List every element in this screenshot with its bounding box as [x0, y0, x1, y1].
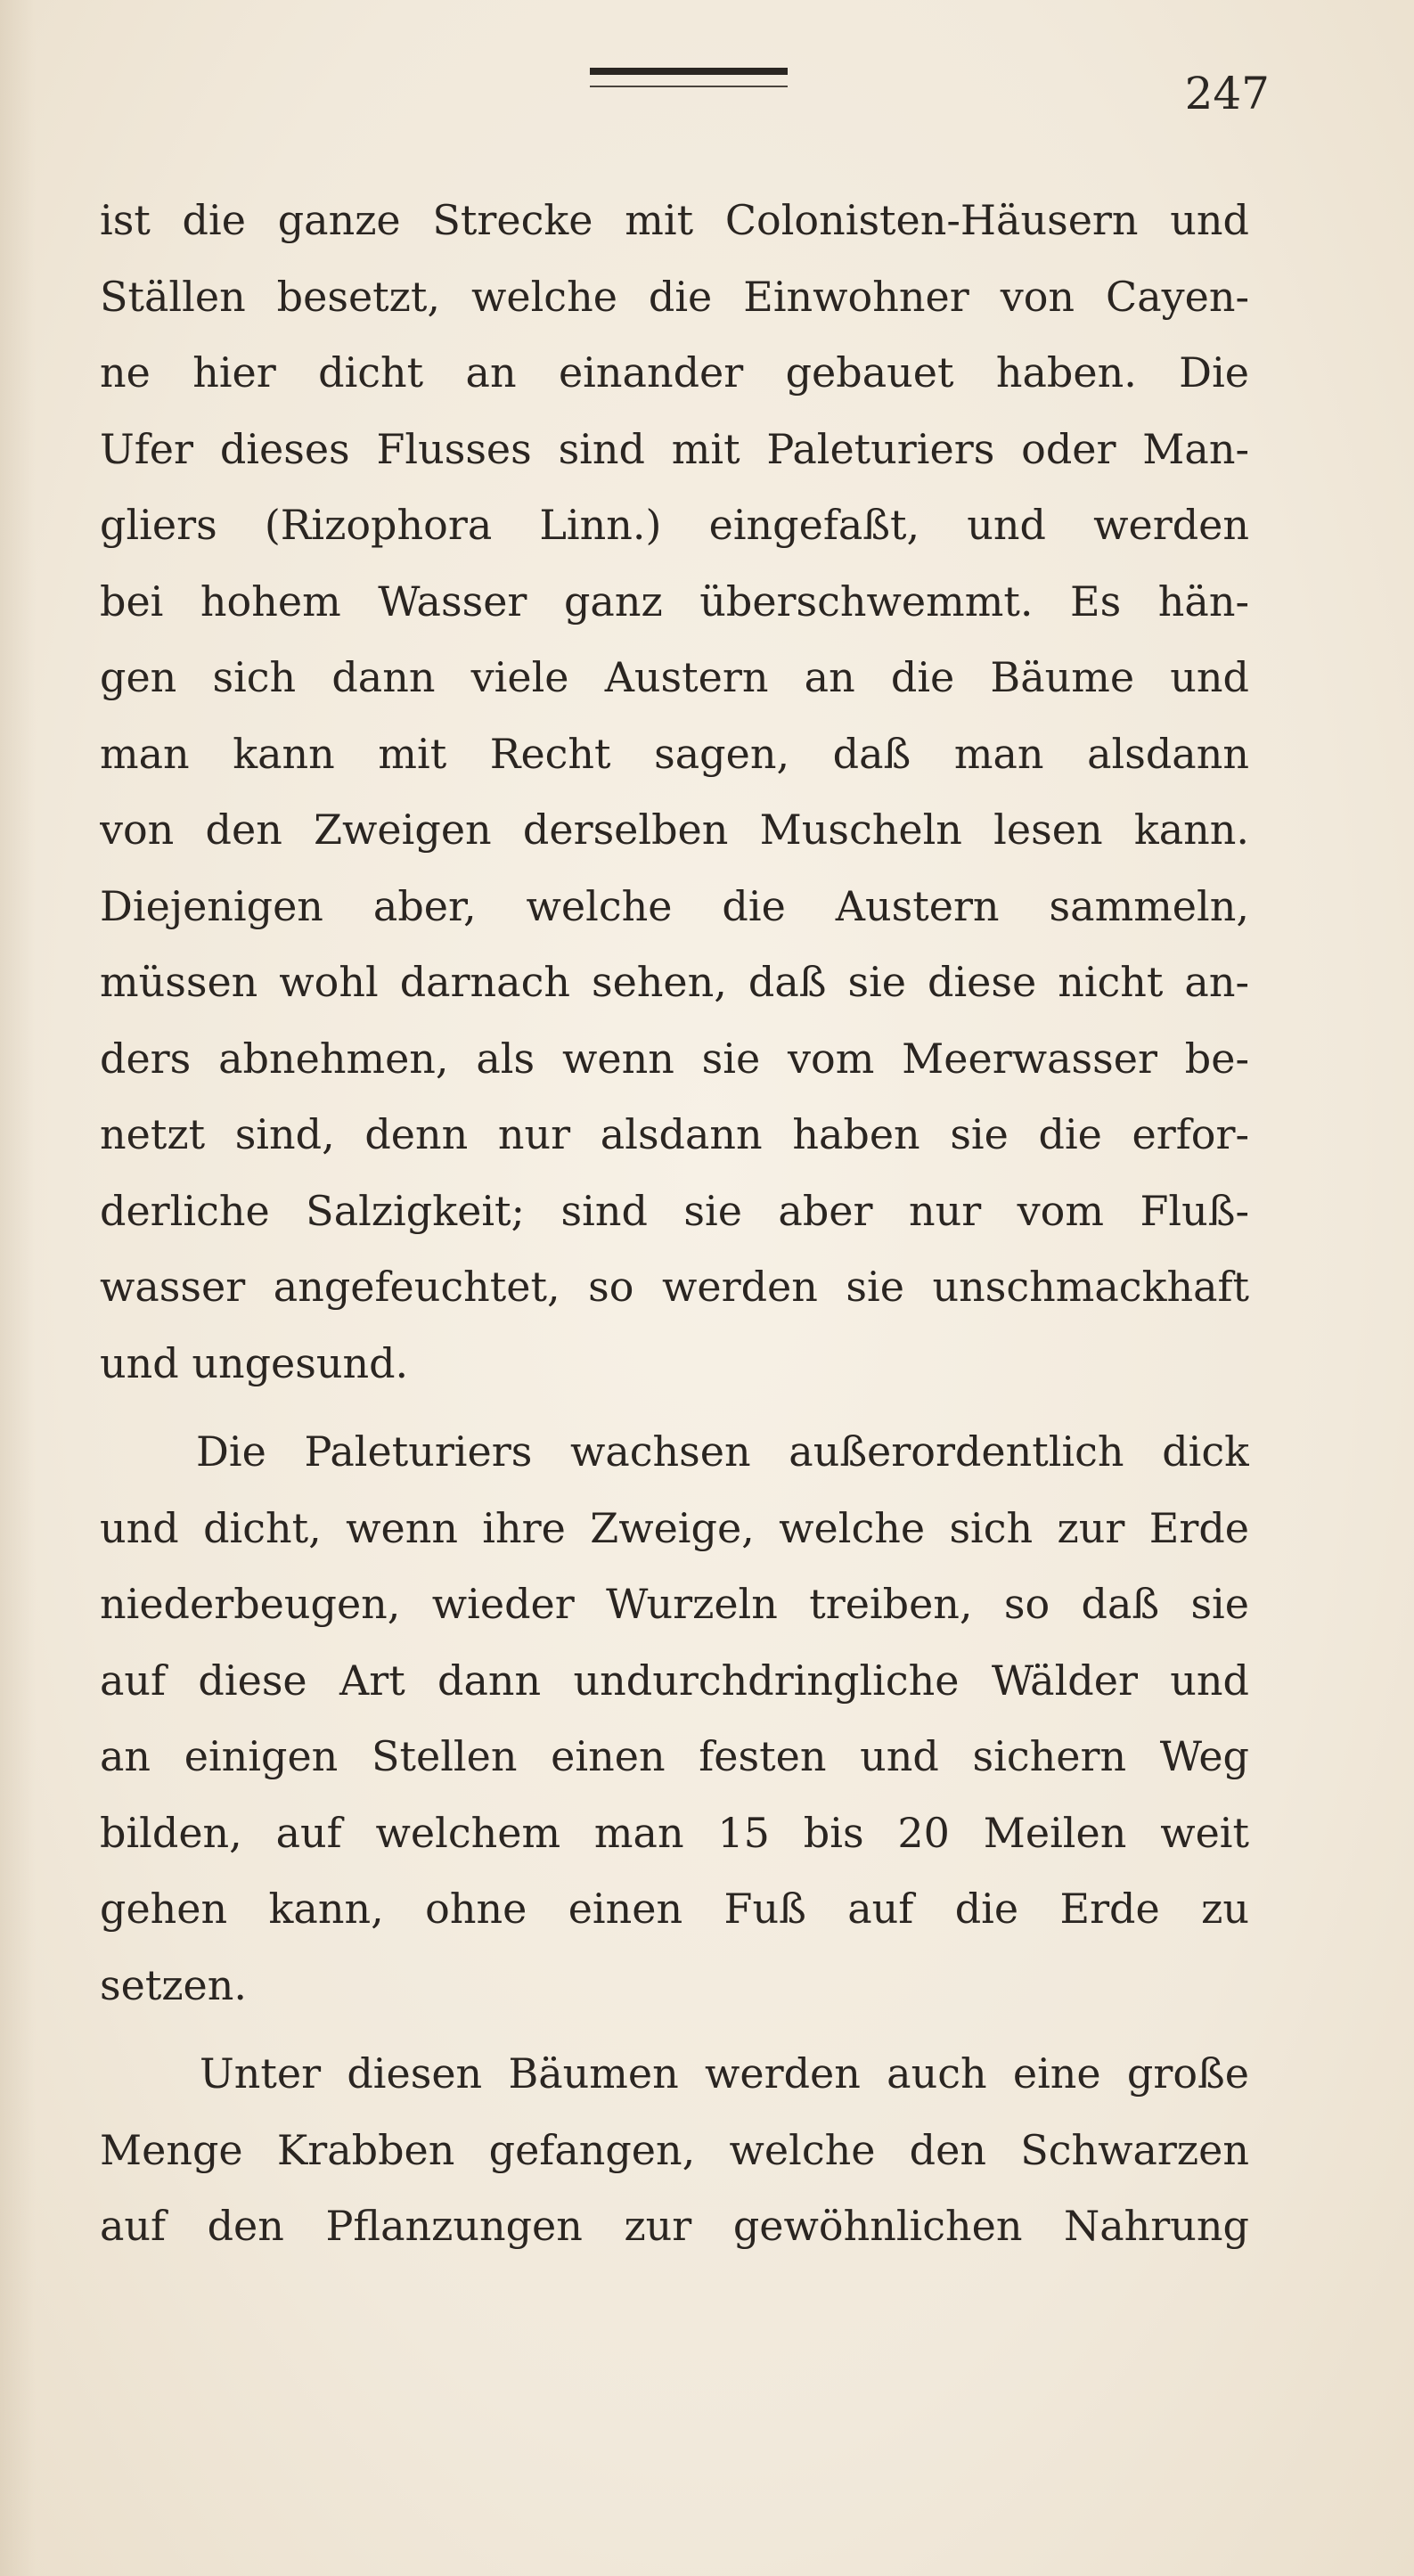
body-text	[100, 183, 1249, 2265]
text-line: ne hier dicht an einander gebauet haben. Die	[100, 348, 1249, 397]
text-line: Ufer dieses Flusses sind mit Paleturiers oder Man-	[100, 424, 1249, 473]
text-line: Die Paleturiers wachsen außerordentlich dick	[196, 1427, 1249, 1476]
text-line: auf den Pflanzungen zur gewöhnlichen Nahrung	[100, 2202, 1249, 2250]
text-line: netzt sind, denn nur alsdann haben sie die erfor-	[100, 1110, 1249, 1158]
text-line: Unter diesen Bäumen werden auch eine große	[200, 2049, 1249, 2098]
text-line: gen sich dann viele Austern an die Bäume und	[100, 653, 1249, 701]
text-line: an einigen Stellen einen festen und sichern Weg	[100, 1732, 1249, 1780]
text-line: setzen.	[100, 1960, 248, 2009]
text-line: Diejenigen aber, welche die Austern sammeln,	[100, 881, 1249, 930]
text-line: bei hohem Wasser ganz überschwemmt. Es hän-	[100, 577, 1249, 626]
text-line: derliche Salzigkeit; sind sie aber nur vom Fluß-	[100, 1186, 1249, 1235]
text-line: müssen wohl darnach sehen, daß sie diese nicht an-	[100, 958, 1249, 1006]
text-line: Menge Krabben gefangen, welche den Schwarzen	[100, 2125, 1249, 2174]
page-number: 247	[1184, 68, 1270, 119]
text-line: bilden, auf welchem man 15 bis 20 Meilen weit	[100, 1808, 1249, 1857]
text-line: wasser angefeuchtet, so werden sie unschmackhaft	[100, 1263, 1249, 1311]
text-line: niederbeugen, wieder Wurzeln treiben, so daß sie	[100, 1580, 1249, 1628]
text-line: auf diese Art dann undurchdringliche Wälder und	[100, 1656, 1249, 1705]
text-line: gliers (Rizophora Linn.) eingefaßt, und werden	[100, 501, 1249, 549]
text-line: von den Zweigen derselben Muscheln lesen kann.	[100, 806, 1249, 854]
header-ornament-bar	[590, 68, 788, 75]
text-line: und dicht, wenn ihre Zweige, welche sich zur Erde	[100, 1503, 1249, 1552]
text-line: und ungesund.	[100, 1338, 409, 1387]
text-line: gehen kann, ohne einen Fuß auf die Erde zu	[100, 1885, 1249, 1933]
text-line: man kann mit Recht sagen, daß man alsdann	[100, 729, 1249, 778]
text-line: ders abnehmen, als wenn sie vom Meerwasser be-	[100, 1034, 1249, 1083]
text-line: Ställen besetzt, welche die Einwohner von Cayen-	[100, 272, 1249, 321]
paragraph-gap	[100, 1402, 1249, 1414]
gutter-shadow	[0, 0, 36, 2576]
paragraph-gap	[100, 2024, 1249, 2036]
text-line: ist die ganze Strecke mit Colonisten-Häusern und	[100, 196, 1249, 244]
header-ornament-rule	[590, 86, 788, 87]
